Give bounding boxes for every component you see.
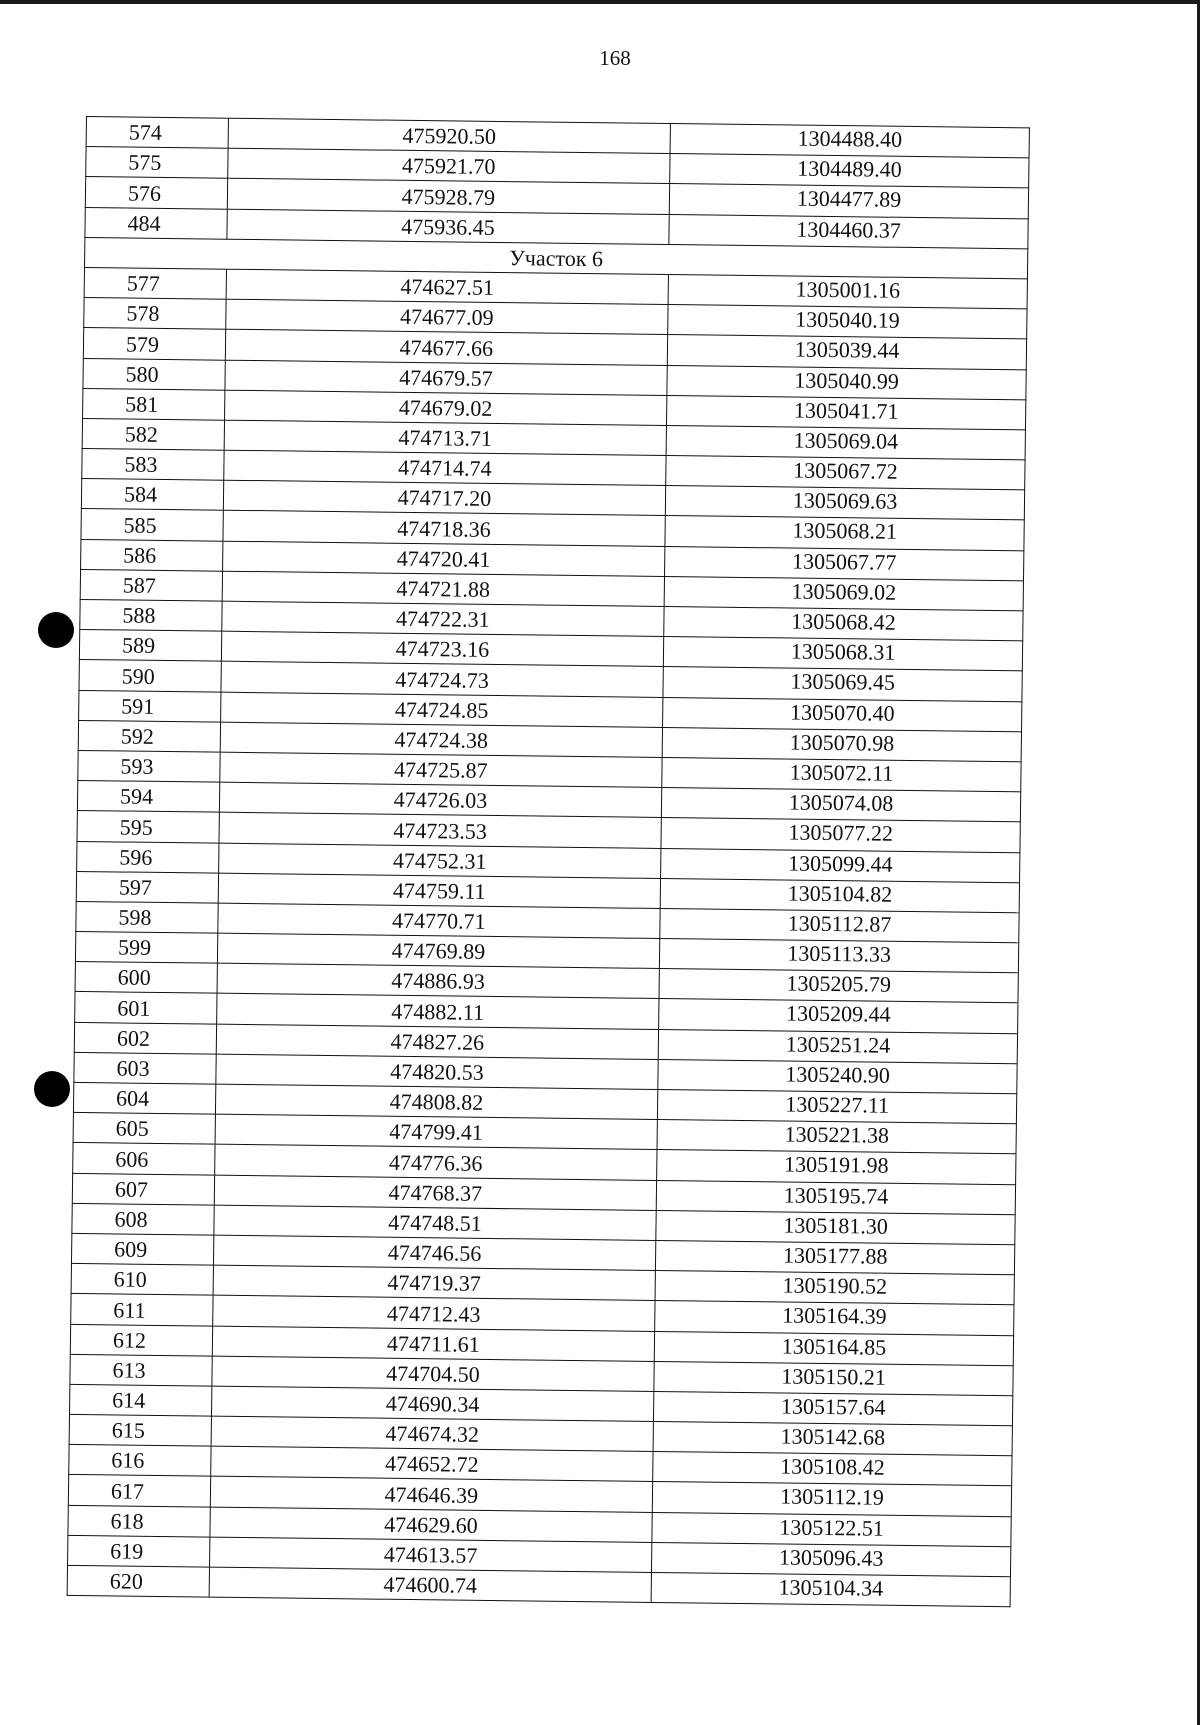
y-coordinate-cell: 1305205.79 [659, 969, 1018, 1004]
point-number-cell: 575 [86, 147, 228, 179]
point-number-cell: 596 [77, 841, 219, 873]
y-coordinate-cell: 1305067.72 [666, 456, 1025, 491]
y-coordinate-cell: 1305068.31 [663, 637, 1022, 672]
point-number-cell: 598 [76, 901, 218, 933]
y-coordinate-cell: 1305251.24 [658, 1029, 1017, 1064]
y-coordinate-cell: 1305112.19 [652, 1482, 1011, 1517]
y-coordinate-cell: 1305150.21 [654, 1361, 1013, 1396]
x-coordinate-cell: 474629.60 [210, 1507, 653, 1543]
punch-hole-icon [34, 1071, 70, 1107]
y-coordinate-cell: 1305069.02 [664, 576, 1023, 611]
x-coordinate-cell: 474726.03 [219, 782, 662, 818]
y-coordinate-cell: 1305039.44 [667, 335, 1026, 370]
point-number-cell: 618 [68, 1505, 210, 1537]
point-number-cell: 589 [79, 630, 221, 662]
y-coordinate-cell: 1305227.11 [658, 1089, 1017, 1124]
y-coordinate-cell: 1305122.51 [652, 1512, 1011, 1547]
y-coordinate-cell: 1305164.85 [654, 1331, 1013, 1366]
x-coordinate-cell: 474808.82 [215, 1084, 658, 1120]
x-coordinate-cell: 474711.61 [212, 1326, 655, 1362]
point-number-cell: 580 [83, 358, 225, 390]
y-coordinate-cell: 1305069.63 [665, 486, 1024, 521]
x-coordinate-cell: 475921.70 [227, 148, 670, 184]
x-coordinate-cell: 474724.85 [220, 692, 663, 728]
y-coordinate-cell: 1305040.99 [667, 365, 1026, 400]
point-number-cell: 605 [73, 1113, 215, 1145]
x-coordinate-cell: 474677.66 [225, 330, 668, 366]
point-number-cell: 613 [70, 1354, 212, 1386]
y-coordinate-cell: 1305113.33 [660, 939, 1019, 974]
x-coordinate-cell: 475936.45 [227, 209, 670, 245]
x-coordinate-cell: 474714.74 [223, 450, 666, 486]
page-edge-top [0, 0, 1200, 4]
point-number-cell: 620 [67, 1565, 209, 1597]
x-coordinate-cell: 474746.56 [213, 1235, 656, 1271]
y-coordinate-cell: 1305112.87 [660, 908, 1019, 943]
x-coordinate-cell: 474724.38 [220, 722, 663, 758]
point-number-cell: 586 [81, 539, 223, 571]
x-coordinate-cell: 474679.57 [225, 360, 668, 396]
point-number-cell: 619 [68, 1535, 210, 1567]
x-coordinate-cell: 474690.34 [211, 1386, 654, 1422]
y-coordinate-cell: 1305190.52 [655, 1271, 1014, 1306]
y-coordinate-cell: 1305191.98 [657, 1150, 1016, 1185]
point-number-cell: 578 [84, 298, 226, 330]
x-coordinate-cell: 474723.53 [219, 812, 662, 848]
point-number-cell: 609 [71, 1233, 213, 1265]
x-coordinate-cell: 474752.31 [218, 843, 661, 879]
x-coordinate-cell: 474704.50 [212, 1356, 655, 1392]
y-coordinate-cell: 1305104.34 [651, 1572, 1010, 1607]
y-coordinate-cell: 1305157.64 [654, 1391, 1013, 1426]
x-coordinate-cell: 474627.51 [226, 269, 669, 305]
y-coordinate-cell: 1305104.82 [660, 878, 1019, 913]
x-coordinate-cell: 474713.71 [224, 420, 667, 456]
point-number-cell: 595 [77, 811, 219, 843]
point-number-cell: 615 [69, 1414, 211, 1446]
y-coordinate-cell: 1305074.08 [661, 788, 1020, 823]
x-coordinate-cell: 475920.50 [228, 118, 671, 154]
point-number-cell: 591 [79, 690, 221, 722]
y-coordinate-cell: 1305070.98 [662, 727, 1021, 762]
x-coordinate-cell: 474724.73 [221, 662, 664, 698]
point-number-cell: 577 [84, 267, 226, 299]
x-coordinate-cell: 474827.26 [216, 1024, 659, 1060]
x-coordinate-cell: 474722.31 [221, 601, 664, 637]
point-number-cell: 576 [85, 177, 227, 209]
point-number-cell: 582 [82, 418, 224, 450]
y-coordinate-cell: 1305164.39 [655, 1301, 1014, 1336]
y-coordinate-cell: 1304488.40 [670, 124, 1029, 159]
point-number-cell: 585 [81, 509, 223, 541]
y-coordinate-cell: 1304477.89 [669, 184, 1028, 219]
x-coordinate-cell: 475928.79 [227, 179, 670, 215]
y-coordinate-cell: 1305195.74 [656, 1180, 1015, 1215]
x-coordinate-cell: 474646.39 [210, 1477, 653, 1513]
y-coordinate-cell: 1305209.44 [659, 999, 1018, 1034]
y-coordinate-cell: 1305069.45 [663, 667, 1022, 702]
x-coordinate-cell: 474770.71 [218, 903, 661, 939]
y-coordinate-cell: 1305142.68 [653, 1422, 1012, 1457]
x-coordinate-cell: 474720.41 [222, 541, 665, 577]
x-coordinate-cell: 474717.20 [223, 480, 666, 516]
y-coordinate-cell: 1305096.43 [652, 1542, 1011, 1577]
y-coordinate-cell: 1305099.44 [661, 848, 1020, 883]
coordinates-table [67, 116, 1030, 1607]
y-coordinate-cell: 1305240.90 [658, 1059, 1017, 1094]
point-number-cell: 611 [71, 1294, 213, 1326]
y-coordinate-cell: 1305077.22 [661, 818, 1020, 853]
point-number-cell: 612 [70, 1324, 212, 1356]
point-number-cell: 610 [71, 1264, 213, 1296]
y-coordinate-cell: 1305041.71 [667, 395, 1026, 430]
point-number-cell: 583 [82, 449, 224, 481]
point-number-cell: 592 [78, 720, 220, 752]
point-number-cell: 579 [83, 328, 225, 360]
x-coordinate-cell: 474776.36 [214, 1145, 657, 1181]
x-coordinate-cell: 474674.32 [211, 1416, 654, 1452]
x-coordinate-cell: 474820.53 [216, 1054, 659, 1090]
point-number-cell: 594 [77, 781, 219, 813]
point-number-cell: 590 [79, 660, 221, 692]
point-number-cell: 581 [83, 388, 225, 420]
point-number-cell: 606 [73, 1143, 215, 1175]
x-coordinate-cell: 474759.11 [218, 873, 661, 909]
point-number-cell: 602 [74, 1022, 216, 1054]
point-number-cell: 607 [72, 1173, 214, 1205]
point-number-cell: 593 [78, 750, 220, 782]
y-coordinate-cell: 1305001.16 [668, 274, 1027, 309]
table-body-section [67, 267, 1027, 1607]
y-coordinate-cell: 1305068.42 [664, 607, 1023, 642]
point-number-cell: 616 [69, 1445, 211, 1477]
page-number: 168 [599, 46, 631, 70]
x-coordinate-cell: 474677.09 [225, 299, 668, 335]
point-number-cell: 603 [74, 1052, 216, 1084]
x-coordinate-cell: 474882.11 [216, 994, 659, 1030]
y-coordinate-cell: 1304460.37 [669, 214, 1028, 249]
point-number-cell: 597 [76, 871, 218, 903]
point-number-cell: 617 [68, 1475, 210, 1507]
point-number-cell: 604 [73, 1082, 215, 1114]
x-coordinate-cell: 474712.43 [212, 1295, 655, 1331]
x-coordinate-cell: 474719.37 [213, 1265, 656, 1301]
y-coordinate-cell: 1305069.04 [666, 425, 1025, 460]
point-number-cell: 588 [80, 599, 222, 631]
x-coordinate-cell: 474652.72 [210, 1446, 653, 1482]
point-number-cell: 608 [72, 1203, 214, 1235]
y-coordinate-cell: 1305068.21 [665, 516, 1024, 551]
section-title: Участок 6 [85, 237, 1028, 279]
point-number-cell: 584 [81, 479, 223, 511]
x-coordinate-cell: 474886.93 [217, 963, 660, 999]
y-coordinate-cell: 1305040.19 [668, 305, 1027, 340]
x-coordinate-cell: 474748.51 [214, 1205, 657, 1241]
y-coordinate-cell: 1305177.88 [656, 1240, 1015, 1275]
point-number-cell: 587 [80, 569, 222, 601]
x-coordinate-cell: 474723.16 [221, 631, 664, 667]
x-coordinate-cell: 474725.87 [219, 752, 662, 788]
point-number-cell: 599 [75, 932, 217, 964]
x-coordinate-cell: 474799.41 [215, 1114, 658, 1150]
point-number-cell: 601 [75, 992, 217, 1024]
punch-hole-icon [38, 612, 74, 648]
y-coordinate-cell: 1305108.42 [653, 1452, 1012, 1487]
y-coordinate-cell: 1305181.30 [656, 1210, 1015, 1245]
y-coordinate-cell: 1305070.40 [663, 697, 1022, 732]
point-number-cell: 484 [85, 207, 227, 239]
point-number-cell: 574 [86, 117, 228, 149]
table-body-top [85, 117, 1029, 249]
y-coordinate-cell: 1305221.38 [657, 1120, 1016, 1155]
x-coordinate-cell: 474613.57 [209, 1537, 652, 1573]
x-coordinate-cell: 474769.89 [217, 933, 660, 969]
x-coordinate-cell: 474721.88 [222, 571, 665, 607]
x-coordinate-cell: 474718.36 [223, 511, 666, 547]
x-coordinate-cell: 474600.74 [209, 1567, 652, 1603]
x-coordinate-cell: 474679.02 [224, 390, 667, 426]
x-coordinate-cell: 474768.37 [214, 1175, 657, 1211]
y-coordinate-cell: 1305067.77 [665, 546, 1024, 581]
point-number-cell: 614 [70, 1384, 212, 1416]
point-number-cell: 600 [75, 962, 217, 994]
y-coordinate-cell: 1305072.11 [662, 757, 1021, 792]
y-coordinate-cell: 1304489.40 [670, 154, 1029, 189]
